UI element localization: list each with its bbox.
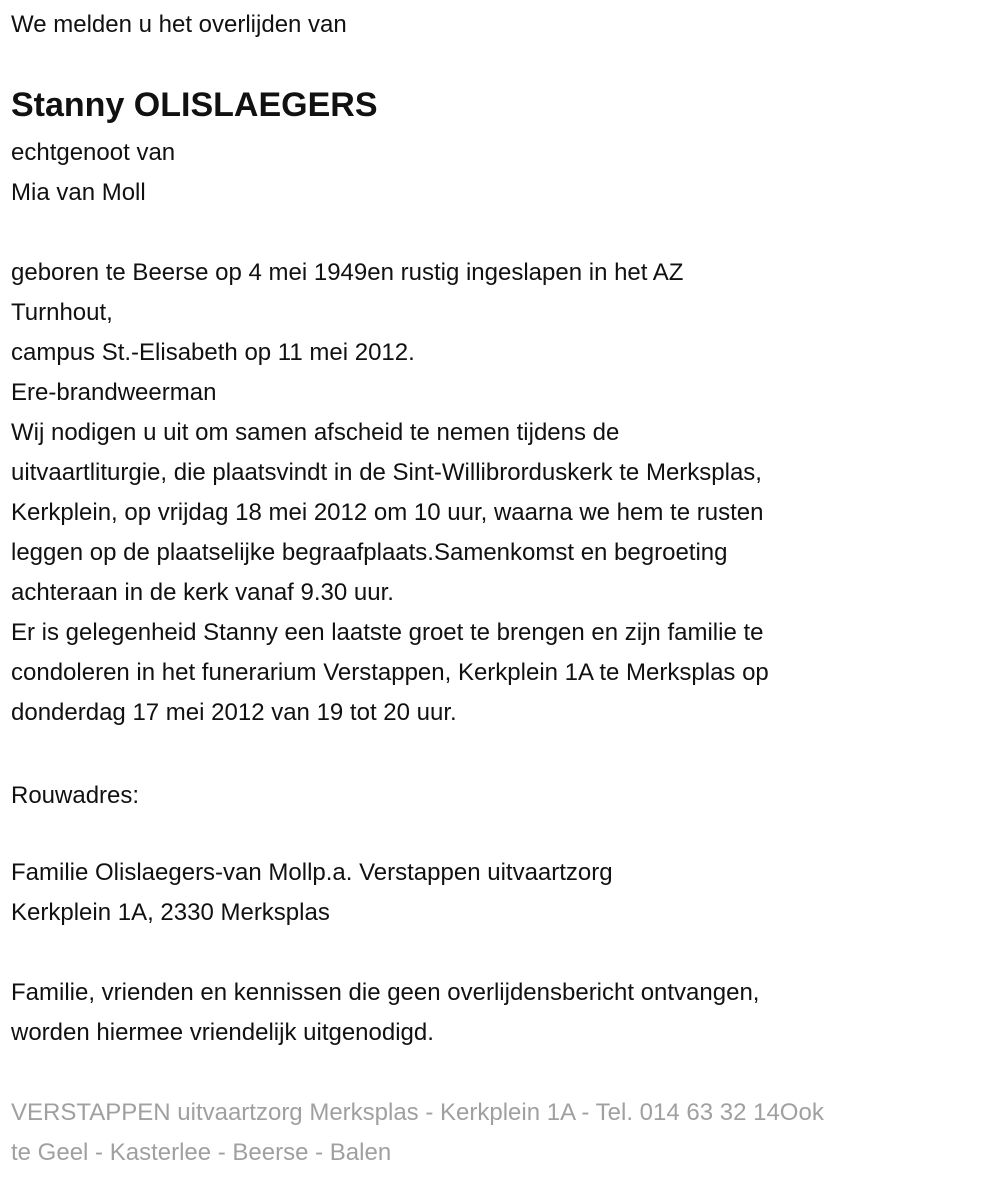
footer-line: VERSTAPPEN uitvaartzorg Merksplas - Kerkplein 1A - Tel. 014 63 32 14Ook	[11, 1099, 824, 1126]
body-line: Ere-brandweerman	[11, 379, 217, 406]
body-line: uitvaartliturgie, die plaatsvindt in de Sint-Willibrorduskerk te Merksplas,	[11, 459, 762, 486]
deceased-name: Stanny OLISLAEGERS	[11, 86, 378, 124]
body-line: leggen op de plaatselijke begraafplaats.Samenkomst en begroeting	[11, 539, 728, 566]
body-line: achteraan in de kerk vanaf 9.30 uur.	[11, 579, 394, 606]
body-line: geboren te Beerse op 4 mei 1949en rustig ingeslapen in het AZ	[11, 259, 684, 286]
invite-line: worden hiermee vriendelijk uitgenodigd.	[11, 1019, 434, 1046]
spouse-label: echtgenoot van	[11, 139, 176, 166]
body-line: Wij nodigen u uit om samen afscheid te nemen tijdens de	[11, 419, 620, 446]
body-line: Kerkplein, op vrijdag 18 mei 2012 om 10 uur, waarna we hem te rusten	[11, 499, 764, 526]
intro-text: We melden u het overlijden van	[11, 11, 347, 38]
body-line: donderdag 17 mei 2012 van 19 tot 20 uur.	[11, 699, 457, 726]
body-line: campus St.-Elisabeth op 11 mei 2012.	[11, 339, 415, 366]
body-line: condoleren in het funerarium Verstappen, Kerkplein 1A te Merksplas op	[11, 659, 769, 686]
footer-line: te Geel - Kasterlee - Beerse - Balen	[11, 1139, 392, 1166]
invite-line: Familie, vrienden en kennissen die geen overlijdensbericht ontvangen,	[11, 979, 760, 1006]
address-line: Familie Olislaegers-van Mollp.a. Verstappen uitvaartzorg	[11, 859, 613, 886]
address-line: Kerkplein 1A, 2330 Merksplas	[11, 899, 330, 926]
spouse-name: Mia van Moll	[11, 179, 146, 206]
body-line: Er is gelegenheid Stanny een laatste groet te brengen en zijn familie te	[11, 619, 764, 646]
body-line: Turnhout,	[11, 299, 113, 326]
address-label: Rouwadres:	[11, 782, 140, 809]
